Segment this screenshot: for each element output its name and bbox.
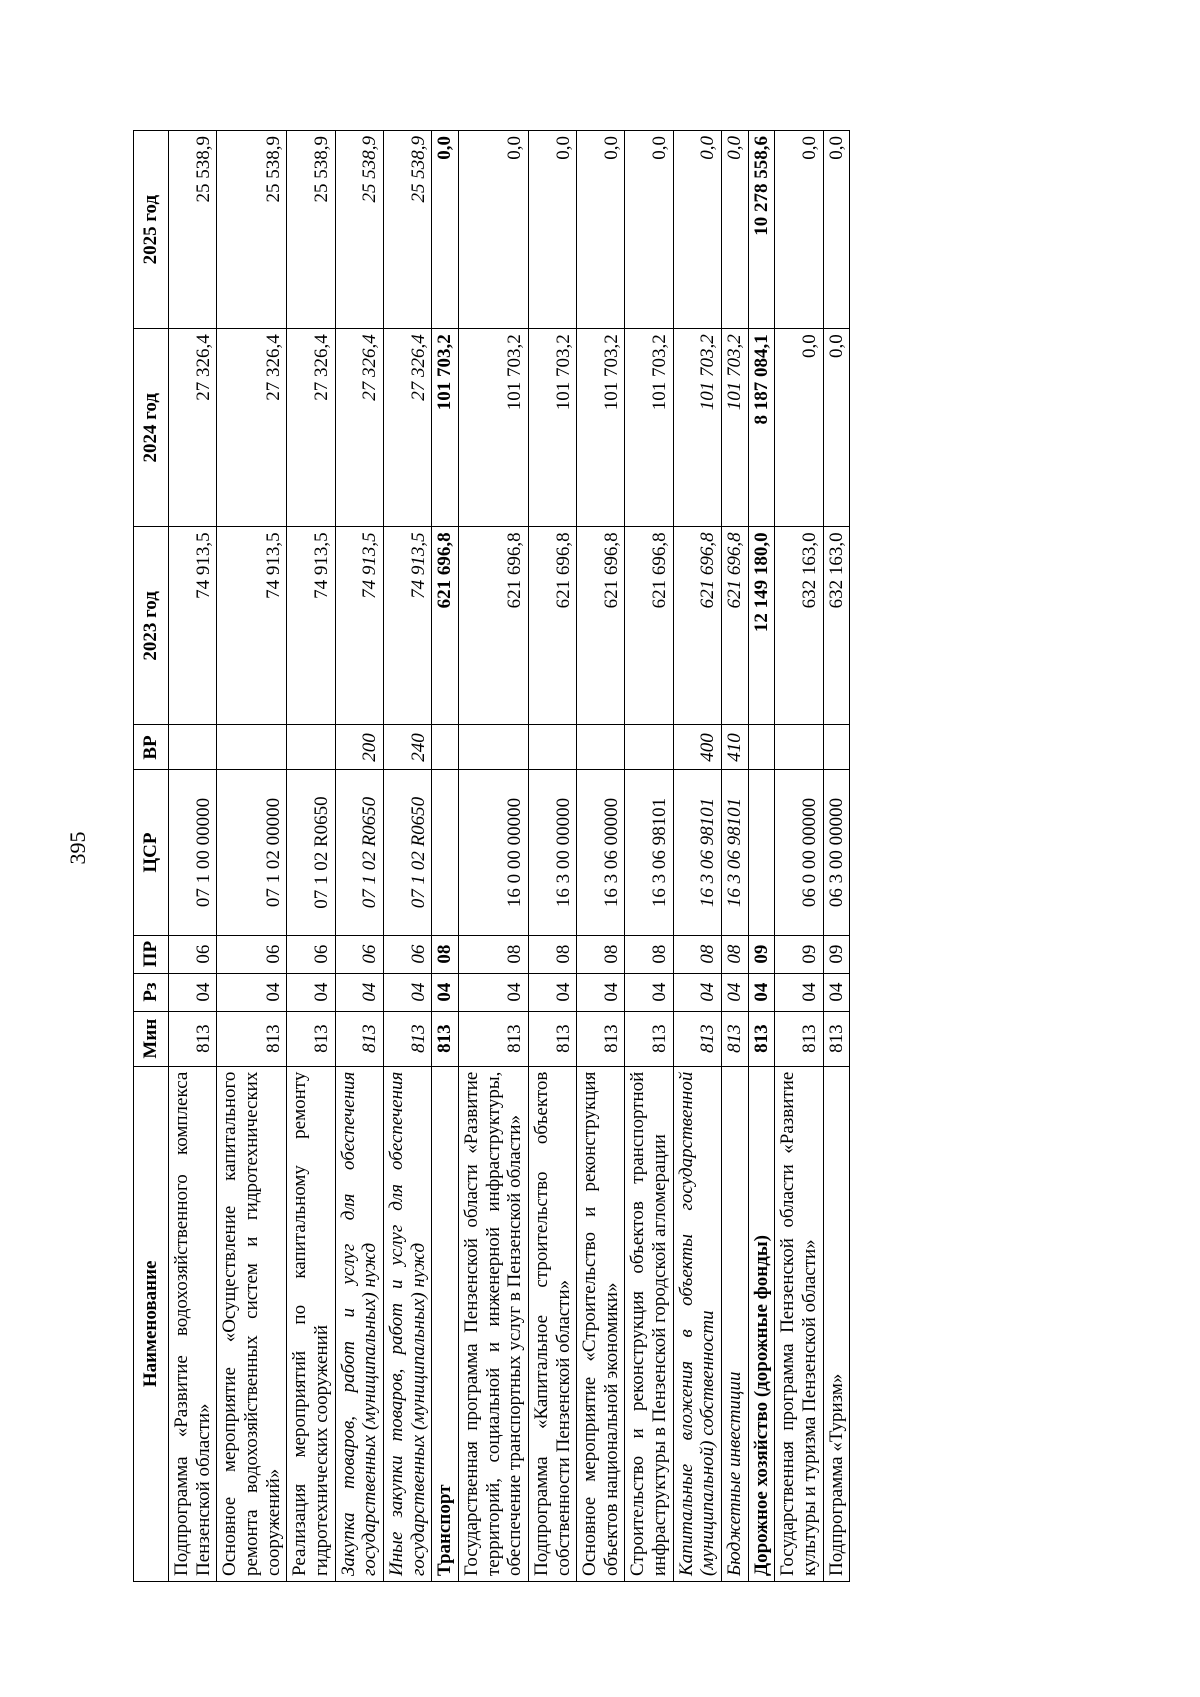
rotated-table-container [133,130,1046,1582]
cell-y2024: 101 703,2 [673,329,721,527]
table-row [432,131,459,1582]
cell-y2024: 27 326,4 [383,329,431,527]
cell-name: Подпрограмма «Капитальное строительство объектов собственности Пензенской области» [528,1066,576,1581]
cell-pr: 08 [722,935,749,973]
table-row [458,131,528,1582]
cell-rz: 04 [775,973,823,1011]
header-min: Мин [134,1011,169,1066]
header-rz: Рз [134,973,169,1011]
table-row [722,131,749,1582]
header-2023: 2023 год [134,527,169,725]
cell-name: Закупка товаров, работ и услуг для обеспечения государственных (муниципальных) нужд [335,1066,383,1581]
cell-name: Дорожное хозяйство (дорожные фонды) [748,1066,775,1581]
cell-pr: 06 [169,935,217,973]
cell-vr [217,725,287,770]
header-csr: ЦСР [134,770,169,935]
cell-rz: 04 [673,973,721,1011]
cell-y2023: 621 696,8 [528,527,576,725]
cell-pr: 06 [335,935,383,973]
cell-y2023: 74 913,5 [287,527,335,725]
cell-y2023: 12 149 180,0 [748,527,775,725]
cell-min: 813 [722,1011,749,1066]
table-row [577,131,625,1582]
cell-min: 813 [335,1011,383,1066]
cell-rz: 04 [748,973,775,1011]
cell-csr: 07 1 00 00000 [169,770,217,935]
cell-csr: 06 0 00 00000 [775,770,823,935]
cell-pr: 08 [458,935,528,973]
cell-rz: 04 [383,973,431,1011]
cell-csr: 16 3 00 00000 [528,770,576,935]
cell-y2025: 25 538,9 [335,131,383,329]
cell-min: 813 [217,1011,287,1066]
cell-vr [775,725,823,770]
cell-y2023: 621 696,8 [722,527,749,725]
cell-min: 813 [625,1011,673,1066]
cell-name: Капитальные вложения в объекты государственной (муниципальной) собственности [673,1066,721,1581]
cell-vr: 400 [673,725,721,770]
header-pr: ПР [134,935,169,973]
cell-y2023: 74 913,5 [217,527,287,725]
cell-min: 813 [383,1011,431,1066]
cell-pr: 08 [432,935,459,973]
cell-min: 813 [775,1011,823,1066]
cell-rz: 04 [458,973,528,1011]
cell-y2023: 621 696,8 [625,527,673,725]
cell-rz: 04 [528,973,576,1011]
table-row [217,131,287,1582]
cell-min: 813 [748,1011,775,1066]
cell-y2025: 25 538,9 [287,131,335,329]
cell-y2024: 0,0 [823,329,850,527]
cell-y2025: 0,0 [722,131,749,329]
cell-name: Иные закупки товаров, работ и услуг для обеспечения государственных (муниципальных) нужд [383,1066,431,1581]
cell-csr: 07 1 02 R0650 [287,770,335,935]
cell-name: Государственная программа Пензенской области «Развитие территорий, социальной и инженерной инфраструктуры, обеспечение транспортных услуг в Пензенской области» [458,1066,528,1581]
cell-min: 813 [577,1011,625,1066]
cell-pr: 08 [673,935,721,973]
cell-name: Подпрограмма «Развитие водохозяйственного комплекса Пензенской области» [169,1066,217,1581]
cell-y2023: 74 913,5 [383,527,431,725]
cell-y2024: 101 703,2 [432,329,459,527]
cell-y2023: 621 696,8 [458,527,528,725]
table-row [169,131,217,1582]
cell-csr: 07 1 02 R0650 [335,770,383,935]
cell-y2025: 0,0 [775,131,823,329]
cell-min: 813 [528,1011,576,1066]
header-2024: 2024 год [134,329,169,527]
cell-y2024: 101 703,2 [458,329,528,527]
cell-y2024: 0,0 [775,329,823,527]
cell-pr: 06 [287,935,335,973]
cell-y2025: 25 538,9 [169,131,217,329]
table-row [383,131,431,1582]
cell-min: 813 [432,1011,459,1066]
header-name: Наименование [134,1066,169,1581]
table-row [335,131,383,1582]
cell-rz: 04 [287,973,335,1011]
cell-y2025: 0,0 [823,131,850,329]
cell-min: 813 [287,1011,335,1066]
cell-csr: 16 3 06 98101 [673,770,721,935]
cell-pr: 09 [823,935,850,973]
cell-rz: 04 [577,973,625,1011]
cell-rz: 04 [823,973,850,1011]
cell-vr [528,725,576,770]
cell-rz: 04 [625,973,673,1011]
cell-y2023: 632 163,0 [823,527,850,725]
cell-vr [823,725,850,770]
cell-vr [577,725,625,770]
cell-vr [748,725,775,770]
budget-table [133,130,850,1582]
table-row [823,131,850,1582]
page-number: 395 [65,831,90,865]
cell-min: 813 [823,1011,850,1066]
cell-name: Основное мероприятие «Осуществление капитального ремонта водохозяйственных систем и гидротехнических сооружений» [217,1066,287,1581]
cell-pr: 09 [748,935,775,973]
cell-pr: 06 [383,935,431,973]
cell-name: Государственная программа Пензенской области «Развитие культуры и туризма Пензенской области» [775,1066,823,1581]
header-2025: 2025 год [134,131,169,329]
cell-y2025: 0,0 [458,131,528,329]
cell-min: 813 [169,1011,217,1066]
cell-min: 813 [458,1011,528,1066]
cell-y2023: 621 696,8 [577,527,625,725]
table-row [775,131,823,1582]
cell-y2024: 101 703,2 [528,329,576,527]
cell-y2025: 25 538,9 [217,131,287,329]
cell-csr: 16 3 06 98101 [722,770,749,935]
cell-y2024: 101 703,2 [722,329,749,527]
table-row [287,131,335,1582]
cell-y2023: 74 913,5 [169,527,217,725]
cell-csr: 16 3 06 00000 [577,770,625,935]
cell-rz: 04 [722,973,749,1011]
cell-vr [625,725,673,770]
table-header-row [134,131,169,1582]
cell-vr [458,725,528,770]
table-row [673,131,721,1582]
cell-csr: 06 3 00 00000 [823,770,850,935]
cell-y2025: 10 278 558,6 [748,131,775,329]
cell-csr [748,770,775,935]
cell-name: Транспорт [432,1066,459,1581]
cell-rz: 04 [335,973,383,1011]
cell-y2023: 621 696,8 [673,527,721,725]
cell-y2024: 8 187 084,1 [748,329,775,527]
cell-pr: 09 [775,935,823,973]
cell-csr: 07 1 02 00000 [217,770,287,935]
cell-rz: 04 [217,973,287,1011]
cell-y2023: 74 913,5 [335,527,383,725]
cell-name: Основное мероприятие «Строительство и реконструкция объектов национальной экономики» [577,1066,625,1581]
cell-pr: 08 [528,935,576,973]
table-row [625,131,673,1582]
cell-rz: 04 [169,973,217,1011]
cell-vr [169,725,217,770]
cell-y2025: 0,0 [625,131,673,329]
cell-vr: 410 [722,725,749,770]
header-vr: ВР [134,725,169,770]
table-row [528,131,576,1582]
cell-rz: 04 [432,973,459,1011]
cell-y2025: 0,0 [673,131,721,329]
cell-vr [287,725,335,770]
cell-pr: 06 [217,935,287,973]
cell-name: Подпрограмма «Туризм» [823,1066,850,1581]
cell-y2024: 27 326,4 [217,329,287,527]
cell-vr: 240 [383,725,431,770]
cell-csr: 16 3 06 98101 [625,770,673,935]
cell-csr: 16 0 00 00000 [458,770,528,935]
cell-y2023: 632 163,0 [775,527,823,725]
cell-y2024: 101 703,2 [625,329,673,527]
cell-min: 813 [673,1011,721,1066]
cell-y2024: 101 703,2 [577,329,625,527]
cell-y2024: 27 326,4 [169,329,217,527]
cell-y2025: 25 538,9 [383,131,431,329]
cell-vr: 200 [335,725,383,770]
cell-pr: 08 [625,935,673,973]
cell-csr: 07 1 02 R0650 [383,770,431,935]
cell-y2025: 0,0 [577,131,625,329]
cell-y2025: 0,0 [432,131,459,329]
cell-y2023: 621 696,8 [432,527,459,725]
cell-pr: 08 [577,935,625,973]
cell-csr [432,770,459,935]
cell-name: Реализация мероприятий по капитальному ремонту гидротехнических сооружений [287,1066,335,1581]
cell-y2025: 0,0 [528,131,576,329]
cell-y2024: 27 326,4 [335,329,383,527]
cell-vr [432,725,459,770]
cell-name: Строительство и реконструкция объектов транспортной инфраструктуры в Пензенской городской агломерации [625,1066,673,1581]
cell-y2024: 27 326,4 [287,329,335,527]
table-row [748,131,775,1582]
cell-name: Бюджетные инвестиции [722,1066,749,1581]
